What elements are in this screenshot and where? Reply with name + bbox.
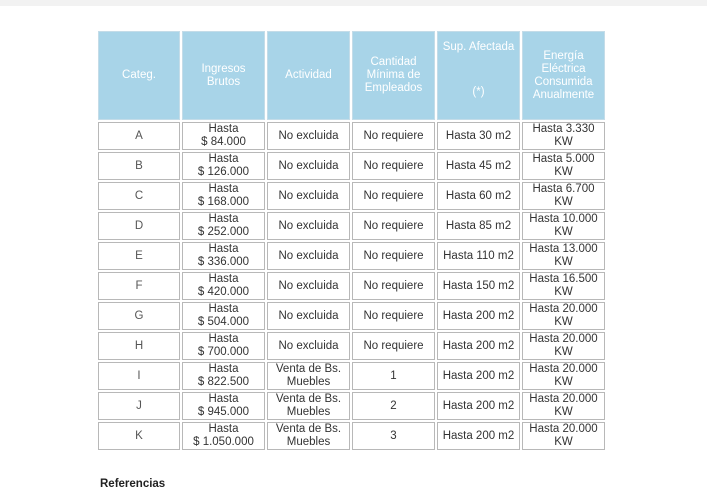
cell-empleados-text: No requiere bbox=[363, 159, 424, 172]
cell-empleados bbox=[352, 212, 435, 240]
cell-energia bbox=[522, 272, 605, 300]
cell-superficie bbox=[437, 272, 520, 300]
table-row bbox=[98, 242, 605, 270]
table-row bbox=[98, 422, 605, 450]
cell-energia bbox=[522, 302, 605, 330]
cell-ingresos-text: $ 420.000 bbox=[197, 286, 250, 298]
cell-actividad-text: No excluida bbox=[278, 279, 339, 292]
cell-ingresos bbox=[182, 122, 265, 150]
table-row bbox=[98, 362, 605, 390]
cell-energia-text: Hasta 20.000 bbox=[529, 393, 598, 405]
cell-ingresos bbox=[182, 362, 265, 390]
cell-actividad-text: No excluida bbox=[278, 309, 339, 322]
cell-categ bbox=[98, 122, 180, 150]
cell-empleados bbox=[352, 182, 435, 210]
header-superficie bbox=[437, 31, 520, 120]
cell-ingresos-text: $ 1.050.000 bbox=[193, 436, 254, 448]
cell-ingresos bbox=[182, 242, 265, 270]
cell-ingresos bbox=[182, 272, 265, 300]
table-row bbox=[98, 392, 605, 420]
cell-superficie bbox=[437, 392, 520, 420]
cell-ingresos bbox=[182, 182, 265, 210]
references-label: Referencias bbox=[100, 478, 166, 490]
cell-actividad-text: No excluida bbox=[278, 219, 339, 232]
cell-categ bbox=[98, 362, 180, 390]
cell-actividad-text: Venta de Bs. Muebles bbox=[275, 363, 342, 388]
cell-actividad bbox=[267, 152, 350, 180]
cell-superficie bbox=[437, 362, 520, 390]
cell-empleados bbox=[352, 122, 435, 150]
table-row bbox=[98, 152, 605, 180]
header-row bbox=[98, 31, 605, 120]
cell-actividad-text: Venta de Bs. Muebles bbox=[275, 393, 342, 418]
cell-empleados bbox=[352, 152, 435, 180]
cell-categ-text: K bbox=[135, 429, 143, 442]
cell-ingresos-text: $ 945.000 bbox=[197, 406, 250, 418]
cell-ingresos bbox=[182, 302, 265, 330]
cell-empleados-text: No requiere bbox=[363, 279, 424, 292]
cell-ingresos bbox=[182, 212, 265, 240]
cell-actividad bbox=[267, 182, 350, 210]
cell-superficie-text: Hasta 60 m2 bbox=[445, 189, 512, 202]
cell-empleados-text: 3 bbox=[390, 429, 397, 442]
cell-ingresos-text: Hasta bbox=[208, 243, 239, 255]
cell-actividad bbox=[267, 392, 350, 420]
cell-superficie bbox=[437, 302, 520, 330]
cell-energia-text: KW bbox=[554, 196, 573, 208]
cell-energia-text: Hasta 20.000 bbox=[529, 333, 598, 345]
cell-ingresos bbox=[182, 422, 265, 450]
cell-actividad bbox=[267, 272, 350, 300]
cell-energia bbox=[522, 122, 605, 150]
cell-superficie bbox=[437, 212, 520, 240]
cell-ingresos-text: $ 84.000 bbox=[201, 136, 246, 148]
table-row bbox=[98, 302, 605, 330]
table-row bbox=[98, 272, 605, 300]
header-superficie-label: Sup. Afectada bbox=[442, 41, 515, 53]
cell-ingresos-text: Hasta bbox=[208, 213, 239, 225]
cell-energia-text: Hasta 16.500 bbox=[529, 273, 598, 285]
cell-ingresos-text: $ 336.000 bbox=[197, 256, 250, 268]
cell-empleados bbox=[352, 392, 435, 420]
cell-actividad bbox=[267, 242, 350, 270]
categories-table bbox=[96, 29, 607, 452]
cell-energia-text: Hasta 3.330 bbox=[532, 123, 595, 135]
cell-ingresos-text: $ 700.000 bbox=[197, 346, 250, 358]
cell-energia-text: KW bbox=[554, 346, 573, 358]
cell-empleados-text: 1 bbox=[390, 369, 397, 382]
cell-actividad bbox=[267, 122, 350, 150]
cell-actividad-text: No excluida bbox=[278, 189, 339, 202]
cell-categ bbox=[98, 152, 180, 180]
cell-categ bbox=[98, 422, 180, 450]
cell-ingresos bbox=[182, 152, 265, 180]
cell-empleados-text: No requiere bbox=[363, 219, 424, 232]
cell-energia-text: KW bbox=[554, 436, 573, 448]
cell-energia-text: KW bbox=[554, 286, 573, 298]
table-row bbox=[98, 332, 605, 360]
cell-categ-text: C bbox=[134, 189, 144, 202]
cell-ingresos bbox=[182, 332, 265, 360]
cell-ingresos-text: $ 504.000 bbox=[197, 316, 250, 328]
cell-categ-text: A bbox=[135, 129, 143, 142]
cell-superficie bbox=[437, 422, 520, 450]
cell-categ bbox=[98, 182, 180, 210]
cell-ingresos-text: Hasta bbox=[208, 153, 239, 165]
cell-energia-text: Hasta 5.000 bbox=[532, 153, 595, 165]
cell-categ bbox=[98, 302, 180, 330]
cell-ingresos bbox=[182, 392, 265, 420]
cell-categ bbox=[98, 392, 180, 420]
cell-empleados-text: No requiere bbox=[363, 189, 424, 202]
table-row bbox=[98, 122, 605, 150]
cell-ingresos-text: Hasta bbox=[208, 303, 239, 315]
cell-superficie-text: Hasta 200 m2 bbox=[442, 429, 515, 442]
cell-superficie-text: Hasta 110 m2 bbox=[443, 249, 514, 262]
header-empleados: Cantidad Mínima de Empleados bbox=[352, 31, 435, 120]
cell-energia bbox=[522, 362, 605, 390]
cell-actividad-text: No excluida bbox=[278, 339, 339, 352]
cell-empleados bbox=[352, 302, 435, 330]
cell-empleados-text: No requiere bbox=[363, 309, 424, 322]
top-bar bbox=[0, 0, 707, 6]
cell-ingresos-text: Hasta bbox=[208, 123, 239, 135]
cell-empleados-text: No requiere bbox=[363, 129, 424, 142]
cell-ingresos-text: Hasta bbox=[208, 423, 239, 435]
cell-categ-text: E bbox=[135, 249, 143, 262]
cell-empleados bbox=[352, 362, 435, 390]
cell-energia-text: KW bbox=[554, 376, 573, 388]
cell-superficie-text: Hasta 200 m2 bbox=[442, 369, 515, 382]
cell-energia bbox=[522, 392, 605, 420]
table-row bbox=[98, 212, 605, 240]
cell-empleados bbox=[352, 422, 435, 450]
cell-energia bbox=[522, 182, 605, 210]
cell-ingresos-text: Hasta bbox=[208, 363, 239, 375]
cell-energia-text: Hasta 20.000 bbox=[529, 363, 598, 375]
cell-energia-text: KW bbox=[554, 316, 573, 328]
cell-categ-text: B bbox=[135, 159, 143, 172]
header-actividad: Actividad bbox=[267, 31, 350, 120]
header-superficie-note: (*) bbox=[472, 86, 485, 98]
table-row bbox=[98, 182, 605, 210]
cell-energia-text: Hasta 20.000 bbox=[529, 423, 598, 435]
cell-energia bbox=[522, 212, 605, 240]
cell-energia bbox=[522, 332, 605, 360]
header-ingresos: Ingresos Brutos bbox=[182, 31, 265, 120]
cell-superficie bbox=[437, 122, 520, 150]
cell-energia bbox=[522, 422, 605, 450]
cell-actividad-text: No excluida bbox=[278, 129, 339, 142]
cell-energia-text: KW bbox=[554, 256, 573, 268]
cell-categ-text: J bbox=[136, 399, 142, 412]
cell-categ-text: H bbox=[134, 339, 144, 352]
cell-categ-text: I bbox=[137, 369, 141, 382]
cell-empleados bbox=[352, 242, 435, 270]
cell-categ-text: G bbox=[134, 309, 144, 322]
cell-categ bbox=[98, 212, 180, 240]
cell-ingresos-text: Hasta bbox=[208, 183, 239, 195]
cell-actividad bbox=[267, 332, 350, 360]
cell-ingresos-text: $ 252.000 bbox=[197, 226, 250, 238]
cell-categ bbox=[98, 242, 180, 270]
cell-superficie-text: Hasta 85 m2 bbox=[445, 219, 512, 232]
cell-ingresos-text: Hasta bbox=[208, 273, 239, 285]
cell-empleados-text: 2 bbox=[390, 399, 397, 412]
header-energia: Energía Eléctrica Consumida Anualmente bbox=[522, 31, 605, 120]
cell-actividad-text: No excluida bbox=[278, 159, 339, 172]
cell-energia-text: KW bbox=[554, 166, 573, 178]
cell-actividad-text: No excluida bbox=[278, 249, 339, 262]
cell-energia-text: Hasta 20.000 bbox=[529, 303, 598, 315]
cell-energia bbox=[522, 242, 605, 270]
cell-actividad-text: Venta de Bs. Muebles bbox=[275, 423, 342, 448]
cell-ingresos-text: $ 168.000 bbox=[197, 196, 250, 208]
cell-energia-text: KW bbox=[554, 136, 573, 148]
cell-energia-text: KW bbox=[554, 226, 573, 238]
cell-actividad bbox=[267, 422, 350, 450]
cell-energia-text: Hasta 10.000 bbox=[529, 213, 598, 225]
cell-superficie bbox=[437, 332, 520, 360]
cell-categ-text: F bbox=[135, 279, 143, 292]
cell-superficie-text: Hasta 150 m2 bbox=[442, 279, 515, 292]
cell-empleados bbox=[352, 272, 435, 300]
cell-empleados-text: No requiere bbox=[363, 249, 424, 262]
cell-ingresos-text: Hasta bbox=[208, 393, 239, 405]
cell-categ bbox=[98, 332, 180, 360]
cell-energia-text: Hasta 6.700 bbox=[532, 183, 595, 195]
table-body bbox=[98, 122, 605, 450]
cell-superficie-text: Hasta 200 m2 bbox=[442, 309, 515, 322]
cell-ingresos-text: Hasta bbox=[208, 333, 239, 345]
cell-actividad bbox=[267, 212, 350, 240]
cell-superficie bbox=[437, 152, 520, 180]
cell-superficie bbox=[437, 242, 520, 270]
cell-ingresos-text: $ 126.000 bbox=[197, 166, 250, 178]
cell-superficie-text: Hasta 45 m2 bbox=[445, 159, 512, 172]
cell-empleados-text: No requiere bbox=[363, 339, 424, 352]
header-categ: Categ. bbox=[98, 31, 180, 120]
cell-categ bbox=[98, 272, 180, 300]
cell-categ-text: D bbox=[134, 219, 144, 232]
cell-superficie-text: Hasta 30 m2 bbox=[445, 129, 512, 142]
cell-superficie bbox=[437, 182, 520, 210]
cell-superficie-text: Hasta 200 m2 bbox=[442, 399, 515, 412]
cell-superficie-text: Hasta 200 m2 bbox=[442, 339, 515, 352]
cell-energia-text: KW bbox=[554, 406, 573, 418]
cell-empleados bbox=[352, 332, 435, 360]
cell-actividad bbox=[267, 302, 350, 330]
cell-energia-text: Hasta 13.000 bbox=[529, 243, 598, 255]
cell-ingresos-text: $ 822.500 bbox=[197, 376, 250, 388]
cell-energia bbox=[522, 152, 605, 180]
cell-actividad bbox=[267, 362, 350, 390]
